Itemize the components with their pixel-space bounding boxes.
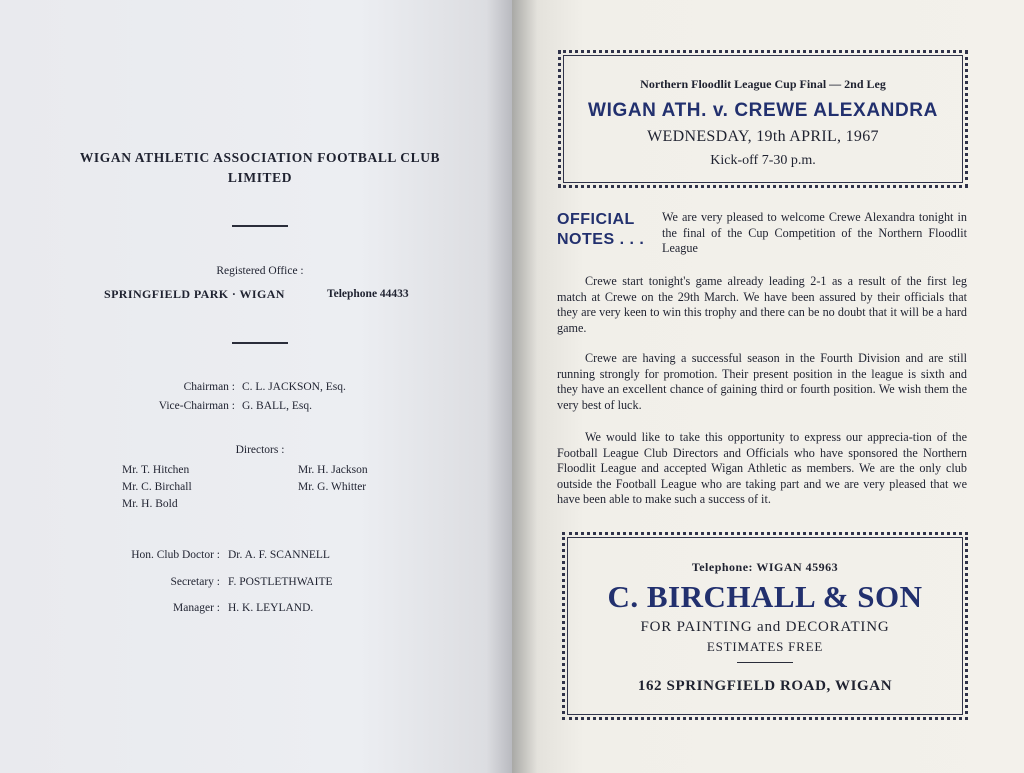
- doctor-name: Dr. A. F. SCANNELL: [228, 549, 330, 561]
- club-address: SPRINGFIELD PARK · WIGAN: [104, 287, 285, 301]
- director-item: Mr. C. Birchall: [122, 481, 192, 493]
- notes-title-line1: OFFICIAL: [557, 211, 635, 228]
- director-item: Mr. H. Jackson: [298, 464, 368, 476]
- chairman-label: Chairman :: [183, 381, 235, 393]
- advert-services: FOR PAINTING and DECORATING: [640, 619, 890, 635]
- notes-intro: We are very pleased to welcome Crewe Alexandra tonight in the final of the Cup Competition of the Northern Floodlit League: [662, 210, 967, 255]
- secretary-name: F. POSTLETHWAITE: [228, 576, 333, 588]
- official-notes-heading: [557, 210, 644, 250]
- advert-estimates: ESTIMATES FREE: [706, 639, 824, 654]
- notes-paragraph-3: We would like to take this opportunity to express our apprecia-tion of the Football League Club Directors and Officials who have sponsored the Northern Floodlit League and accepted Wigan Athletic as members. We are the only club outside the Football League who are taking part and we are very pleased that we have been able to make such a success of it.: [557, 430, 967, 506]
- match-info-box: [558, 50, 968, 188]
- manager-label: Manager :: [173, 602, 220, 614]
- registered-office-label: Registered Office :: [216, 265, 304, 277]
- directors-column-2: [298, 462, 368, 496]
- notes-paragraph-1: Crewe start tonight's game already leading 2-1 as a result of the first leg match at Crewe on the 29th March. We have been assured by their officials that they are very keen to win this trophy and there can be no doubt that it will be a hard game.: [557, 274, 967, 335]
- chairman-name: C. L. JACKSON, Esq.: [242, 381, 346, 393]
- divider-rule-2: [232, 342, 288, 344]
- advert-divider: [737, 662, 793, 663]
- advert-address: 162 SPRINGFIELD ROAD, WIGAN: [637, 678, 893, 694]
- vice-chairman-name: G. BALL, Esq.: [242, 400, 312, 412]
- fixture-title: WIGAN ATH. v. CREWE ALEXANDRA: [588, 100, 938, 121]
- club-name-line1: WIGAN ATHLETIC ASSOCIATION FOOTBALL CLUB: [79, 150, 441, 165]
- director-item: Mr. H. Bold: [122, 498, 178, 510]
- match-date: WEDNESDAY, 19th APRIL, 1967: [647, 128, 879, 145]
- directors-column-1: [122, 462, 192, 513]
- manager-name: H. K. LEYLAND.: [228, 602, 314, 614]
- notes-paragraph-2: Crewe are having a successful season in the Fourth Division and are still running strongly for promotion. Their present position in the league is sixth and they have an excellent chance of gaining third or fourth position. We wish them the very best of luck.: [557, 351, 967, 412]
- director-item: Mr. G. Whitter: [298, 481, 367, 493]
- director-item: Mr. T. Hitchen: [122, 464, 190, 476]
- club-name-line2: LIMITED: [227, 170, 293, 185]
- divider-rule-1: [232, 225, 288, 227]
- kickoff-time: Kick-off 7-30 p.m.: [710, 153, 816, 168]
- secretary-label: Secretary :: [170, 576, 220, 588]
- right-page: [512, 0, 1024, 773]
- company-name: C. BIRCHALL & SON: [607, 579, 923, 614]
- advert-box: [562, 532, 968, 720]
- club-telephone: Telephone 44433: [327, 288, 409, 300]
- vice-chairman-label: Vice-Chairman :: [158, 400, 235, 412]
- advert-telephone: Telephone: WIGAN 45963: [691, 560, 839, 574]
- doctor-label: Hon. Club Doctor :: [131, 549, 220, 561]
- directors-label: Directors :: [235, 444, 285, 456]
- competition-title: Northern Floodlit League Cup Final — 2nd Leg: [640, 77, 886, 91]
- notes-title-line2: NOTES . . .: [557, 231, 645, 248]
